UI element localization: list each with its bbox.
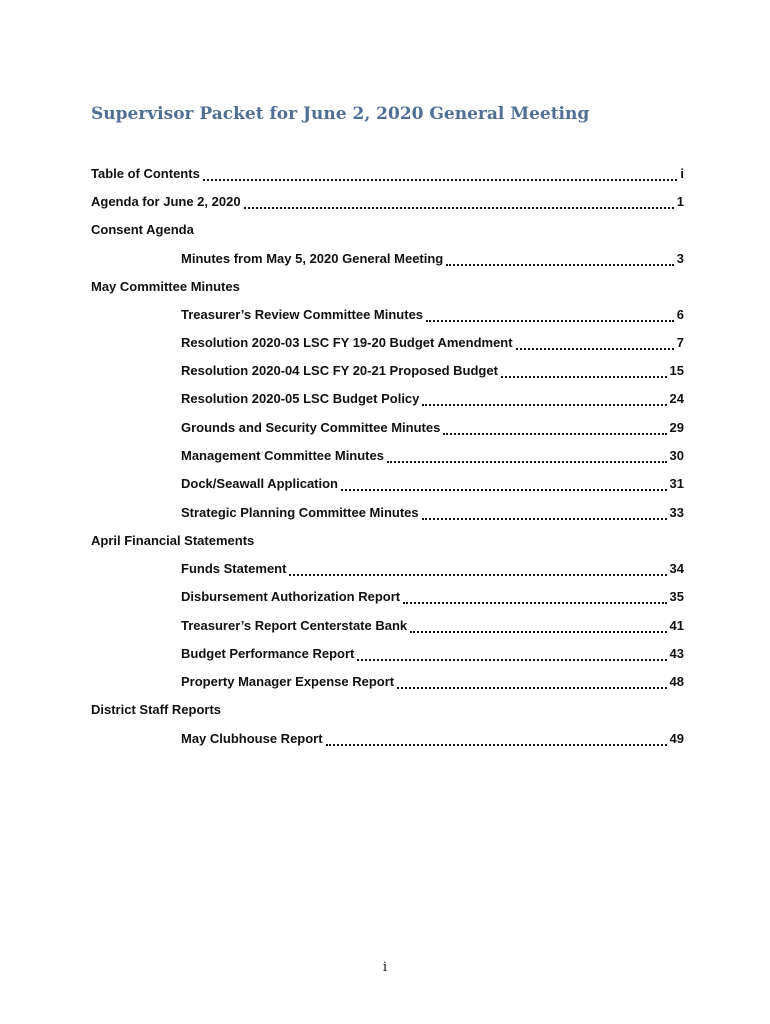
dot-leader — [341, 489, 667, 491]
toc-entry-label: Resolution 2020-03 LSC FY 19-20 Budget Amendment — [181, 335, 513, 350]
dot-leader — [289, 574, 666, 576]
toc-entry-label: Dock/Seawall Application — [181, 476, 339, 491]
toc-entry-page: 24 — [669, 391, 684, 406]
dot-leader — [426, 320, 674, 322]
toc-entry-label: Management Committee Minutes — [181, 448, 384, 463]
toc-entry-page: 1 — [676, 194, 684, 209]
toc-section-label: April Financial Statements — [91, 533, 255, 548]
dot-leader — [403, 602, 666, 604]
toc-entry[interactable] — [181, 335, 684, 355]
toc-entry-label: Funds Statement — [181, 561, 287, 576]
toc-entry-page: 29 — [669, 420, 684, 435]
toc-entry-page: 35 — [669, 589, 684, 604]
dot-leader — [443, 433, 666, 435]
toc-section-label: Consent Agenda — [91, 222, 194, 237]
toc-entry-label: Budget Performance Report — [181, 646, 355, 661]
toc-entry-label: Table of Contents — [91, 166, 200, 181]
toc-entry-page: 6 — [676, 307, 684, 322]
toc-entry-label: Strategic Planning Committee Minutes — [181, 505, 419, 520]
dot-leader — [357, 659, 666, 661]
toc-entry-page: 30 — [669, 448, 684, 463]
toc-entry[interactable] — [91, 166, 684, 186]
toc-entry-page: 7 — [676, 335, 684, 350]
dot-leader — [387, 461, 667, 463]
toc-entry[interactable] — [181, 363, 684, 383]
dot-leader — [446, 264, 674, 266]
dot-leader — [326, 744, 667, 746]
toc-entry[interactable] — [181, 251, 684, 271]
toc-entry-page: 31 — [669, 476, 684, 491]
toc-entry-label: Agenda for June 2, 2020 — [91, 194, 241, 209]
toc-entry-label: May Clubhouse Report — [181, 731, 323, 746]
dot-leader — [203, 179, 678, 181]
toc-entry-page: i — [680, 166, 684, 181]
toc-section-heading — [91, 702, 221, 722]
toc-entry-page: 48 — [669, 674, 684, 689]
dot-leader — [397, 687, 666, 689]
toc-entry[interactable] — [181, 505, 684, 525]
dot-leader — [422, 518, 667, 520]
toc-section-label: May Committee Minutes — [91, 279, 240, 294]
toc-entry-page: 3 — [676, 251, 684, 266]
toc-entry-page: 33 — [669, 505, 684, 520]
toc-entry[interactable] — [181, 674, 684, 694]
toc-entry-label: Treasurer’s Report Centerstate Bank — [181, 618, 408, 633]
toc-entry[interactable] — [181, 646, 684, 666]
toc-section-heading — [91, 533, 254, 553]
toc-entry[interactable] — [181, 420, 684, 440]
toc-entry[interactable] — [181, 391, 684, 411]
toc-entry-page: 49 — [669, 731, 684, 746]
toc-entry-page: 15 — [669, 363, 684, 378]
toc-section-heading — [91, 279, 240, 299]
dot-leader — [244, 207, 674, 209]
toc-entry-label: Disbursement Authorization Report — [181, 589, 401, 604]
toc-section-label: District Staff Reports — [91, 702, 222, 717]
toc-entry[interactable] — [181, 307, 684, 327]
toc-entry[interactable] — [181, 561, 684, 581]
toc-section-heading — [91, 222, 194, 242]
toc-entry-page: 34 — [669, 561, 684, 576]
dot-leader — [501, 376, 667, 378]
dot-leader — [410, 631, 666, 633]
toc-entry[interactable] — [91, 194, 684, 214]
toc-entry-label: Property Manager Expense Report — [181, 674, 395, 689]
toc-entry-label: Treasurer’s Review Committee Minutes — [181, 307, 424, 322]
toc-entry-label: Resolution 2020-04 LSC FY 20-21 Proposed Budget — [181, 363, 498, 378]
page-title: Supervisor Packet for June 2, 2020 General Meeting — [91, 104, 590, 124]
toc-entry[interactable] — [181, 476, 684, 496]
toc-entry[interactable] — [181, 731, 684, 751]
toc-entry-label: Resolution 2020-05 LSC Budget Policy — [181, 391, 420, 406]
toc-entry-page: 41 — [669, 618, 684, 633]
toc-entry-page: 43 — [669, 646, 684, 661]
toc-entry[interactable] — [181, 589, 684, 609]
toc-entry-label: Minutes from May 5, 2020 General Meeting — [181, 251, 444, 266]
toc-entry-label: Grounds and Security Committee Minutes — [181, 420, 441, 435]
page-number-footer: i — [382, 960, 388, 975]
dot-leader — [516, 348, 674, 350]
toc-entry[interactable] — [181, 618, 684, 638]
dot-leader — [422, 404, 666, 406]
toc-entry[interactable] — [181, 448, 684, 468]
